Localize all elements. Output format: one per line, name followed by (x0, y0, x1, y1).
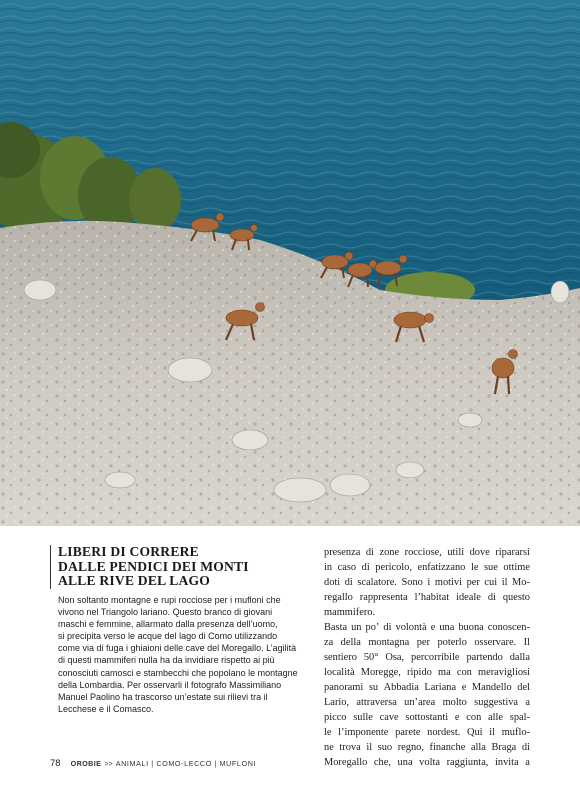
page-footer (50, 756, 256, 770)
page-number: 78 (50, 757, 61, 769)
body-line: panorami su Abbadia Lariana e Mandello del (324, 682, 530, 693)
caption-line: Lecchese e il Comasco. (58, 703, 154, 714)
body-line: le l’imponente parete nordest. Qui il muflo- (324, 727, 530, 738)
body-line: Basta un po’ di volontà e una buona conoscen- (324, 622, 530, 633)
caption-line: come via di fuga i ghiaioni delle cave del Moregallo. L’agilità (58, 643, 297, 654)
photo-caption (58, 594, 308, 715)
caption-line: della Lombardia. Per osservarli il fotografo Massimiliano (58, 679, 282, 690)
magazine-name: OROBIE (70, 758, 102, 768)
body-line: mammifero. (324, 607, 376, 618)
caption-line: maschi e femmine, allarmato dalla presenza dell’uomo, (58, 619, 278, 630)
caption-line: vivono nel Triangolo lariano. Questo branco di giovani (58, 607, 273, 618)
caption-line: si precipita verso le acque del lago di Como utilizzando (58, 631, 278, 642)
body-line: sentiero 50° Osa, percorribile partendo dalla (324, 652, 530, 663)
caption-line: Manuel Paolino ha trascorso un’estate sui rilievi tra il (58, 691, 268, 702)
body-line: località Moregge, ripido ma con meravigliosi (324, 667, 530, 678)
headline-line: ALLE RIVE DEL LAGO (58, 573, 211, 588)
body-line: Moregallo che, una volta raggiunta, invita a (324, 757, 530, 768)
headline-line: LIBERI DI CORRERE (58, 544, 199, 559)
body-line: in caso di pericolo, enfatizzano le sue ottime (324, 562, 530, 573)
body-line: ne trova il suo regno, finanche alla Braga di (324, 742, 530, 753)
article-body (324, 545, 530, 770)
caption-line: di questi mammiferi nulla ha da invidiare rispetto ai più (58, 655, 275, 666)
section-path: ANIMALI | COMO-LECCO | MUFLONI (115, 758, 257, 768)
body-line: doti di scalatore. Sono i motivi per cui il Mo- (324, 577, 530, 588)
body-line: presenza di zone rocciose, utili dove ripararsi (324, 547, 530, 558)
article-headline (50, 545, 318, 589)
body-line: regallo rappresenta l’habitat ideale di questo (324, 592, 530, 603)
headline-line: DALLE PENDICI DEI MONTI (58, 558, 249, 574)
body-line: picco sulle cave sottostanti e con alle spal- (324, 712, 530, 723)
body-line: Lario, attraversa un’area molto suggestiva a (324, 697, 530, 708)
caption-line: conosciuti camosci e stambecchi che popolano le montagne (58, 667, 298, 678)
caption-line: Non soltanto montagne e rupi rocciose per i mufloni che (58, 595, 281, 605)
section-separator: >> (104, 758, 113, 768)
body-line: za della montagna per poterlo osservare. Il (324, 637, 530, 648)
